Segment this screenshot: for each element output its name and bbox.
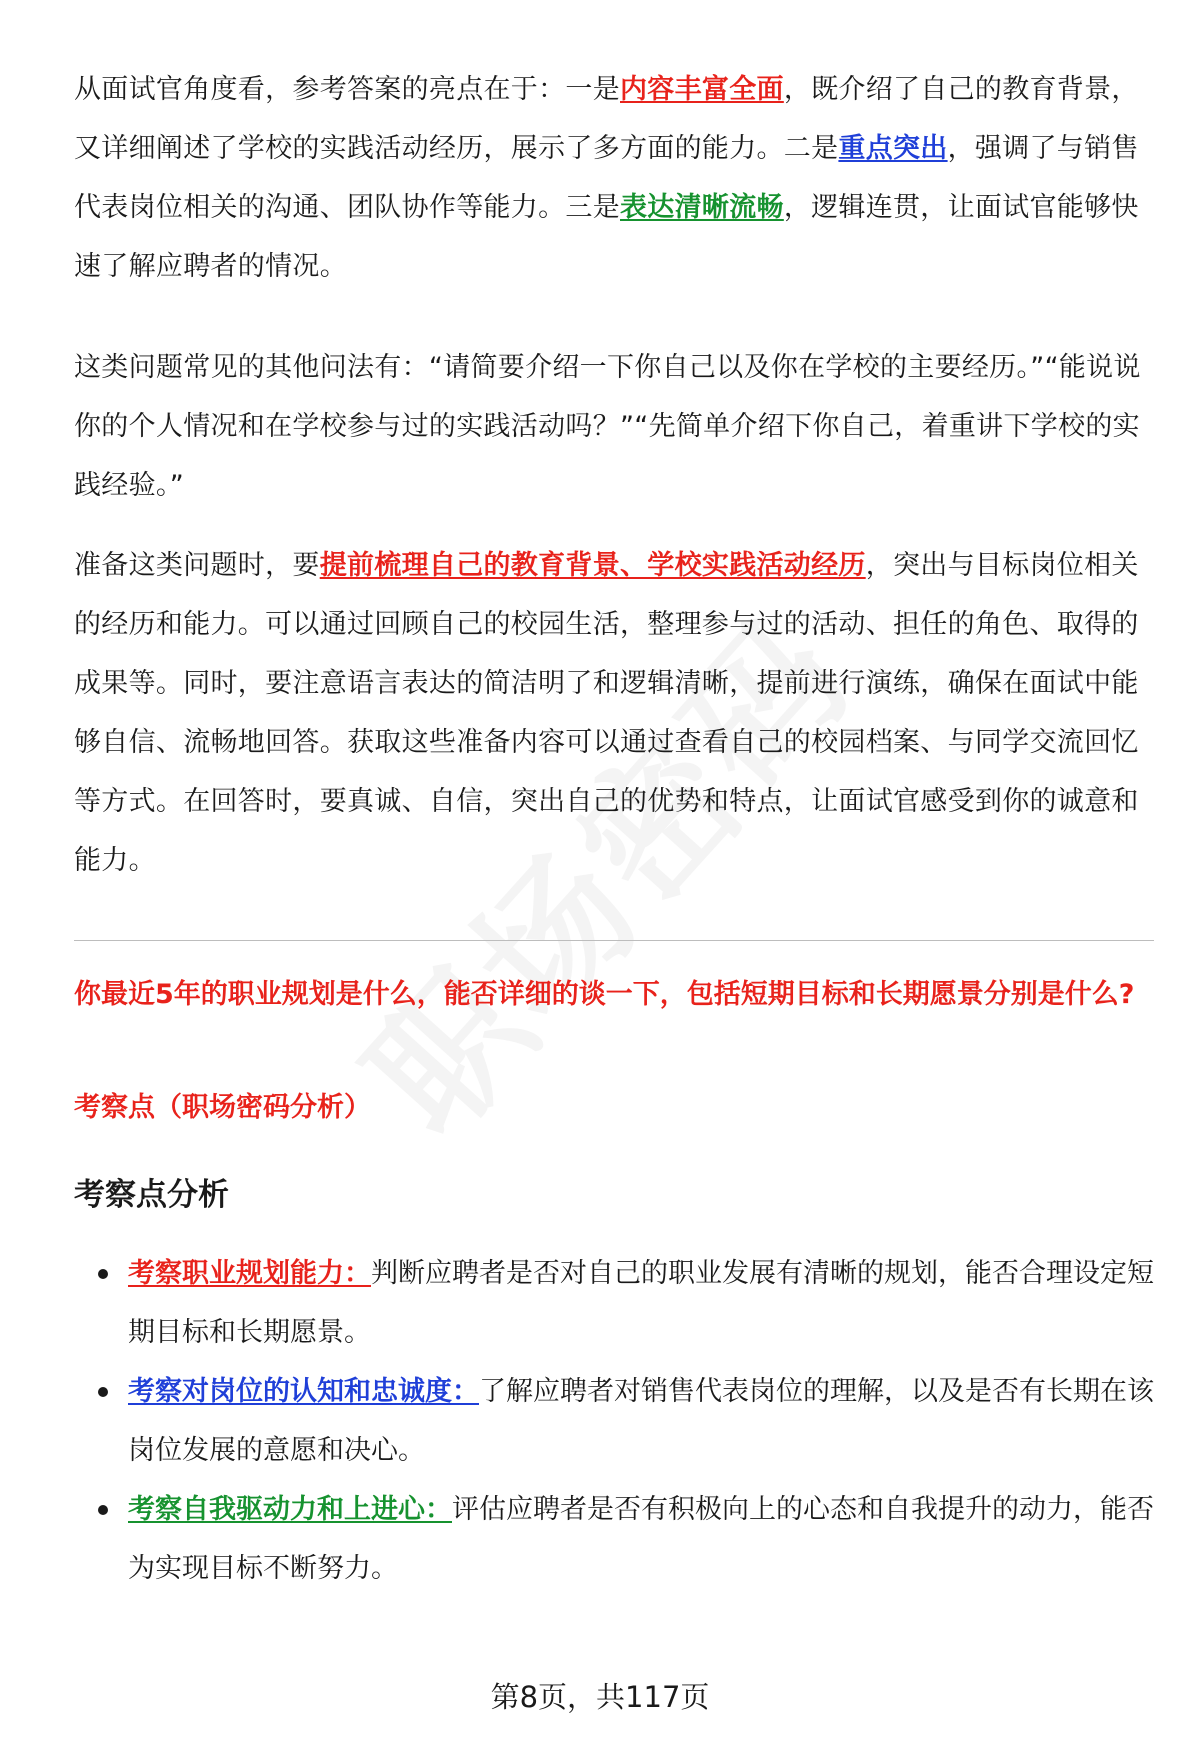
bullet-dot-icon — [98, 1387, 108, 1397]
bullet-text: 评估应聘者是否有积极向上的心态和自我提升的动力，能否为实现目标不断努力。 — [128, 1494, 1154, 1584]
bullet-text: 判断应聘者是否对自己的职业发展有清晰的规划，能否合理设定短期目标和长期愿景。 — [128, 1258, 1154, 1348]
interviewer-view-paragraph — [74, 60, 1154, 296]
analysis-label: 考察点（职场密码分析） — [74, 1092, 371, 1123]
section-title: 考察点分析 — [74, 1177, 229, 1213]
assessment-points-list — [74, 1244, 1154, 1598]
highlight-clear-expression: 表达清晰流畅 — [620, 192, 784, 223]
list-item — [74, 1362, 1154, 1480]
page-number: 第8页，共117页 — [490, 1680, 710, 1714]
para1-text-2: ，既介绍了自己的教育背景，又详细阐述了学校的实践活动经历，展示了多方面的能力。二是 — [74, 74, 1139, 164]
bullet-label: 考察对岗位的认知和忠诚度： — [128, 1376, 479, 1407]
highlight-content-rich: 内容丰富全面 — [620, 74, 784, 105]
bullet-label: 考察自我驱动力和上进心： — [128, 1494, 452, 1525]
list-item — [74, 1480, 1154, 1598]
interview-question: 你最近5年的职业规划是什么，能否详细的谈一下，包括短期目标和长期愿景分别是什么? — [74, 979, 1135, 1010]
bullet-dot-icon — [98, 1505, 108, 1515]
para3-text-1: 准备这类问题时，要 — [74, 550, 320, 581]
para1-text-1: 从面试官角度看，参考答案的亮点在于：一是 — [74, 74, 620, 105]
para1-text-4: ，逻辑连贯，让面试官能够快速了解应聘者的情况。 — [74, 192, 1139, 282]
para1-text-3: ，强调了与销售代表岗位相关的沟通、团队协作等能力。三是 — [74, 133, 1139, 223]
bullet-text: 了解应聘者对销售代表岗位的理解，以及是否有长期在该岗位发展的意愿和决心。 — [128, 1376, 1154, 1466]
highlight-key-points: 重点突出 — [838, 133, 948, 164]
alternative-questions-paragraph: 这类问题常见的其他问法有：“请简要介绍一下你自己以及你在学校的主要经历。”“能说说你的个人情况和在学校参与过的实践活动吗？”“先简单介绍下你自己，着重讲下学校的实践经验。” — [74, 352, 1141, 501]
bullet-dot-icon — [98, 1269, 108, 1279]
list-item — [74, 1244, 1154, 1362]
highlight-prepare-background: 提前梳理自己的教育背景、学校实践活动经历 — [319, 550, 866, 581]
preparation-paragraph — [74, 536, 1154, 890]
section-divider — [74, 940, 1154, 941]
para3-text-2: ，突出与目标岗位相关的经历和能力。可以通过回顾自己的校园生活，整理参与过的活动、担任的角色、取得的成果等。同时，要注意语言表达的简洁明了和逻辑清晰，提前进行演练，确保在面试中能够自信、流畅地回答。获取这些准备内容可以通过查看自己的校园档案、与同学交流回忆等方式。在回答时，要真诚、自信，突出自己的优势和特点，让面试官感受到你的诚意和能力。 — [74, 550, 1139, 876]
bullet-label: 考察职业规划能力： — [128, 1258, 371, 1289]
